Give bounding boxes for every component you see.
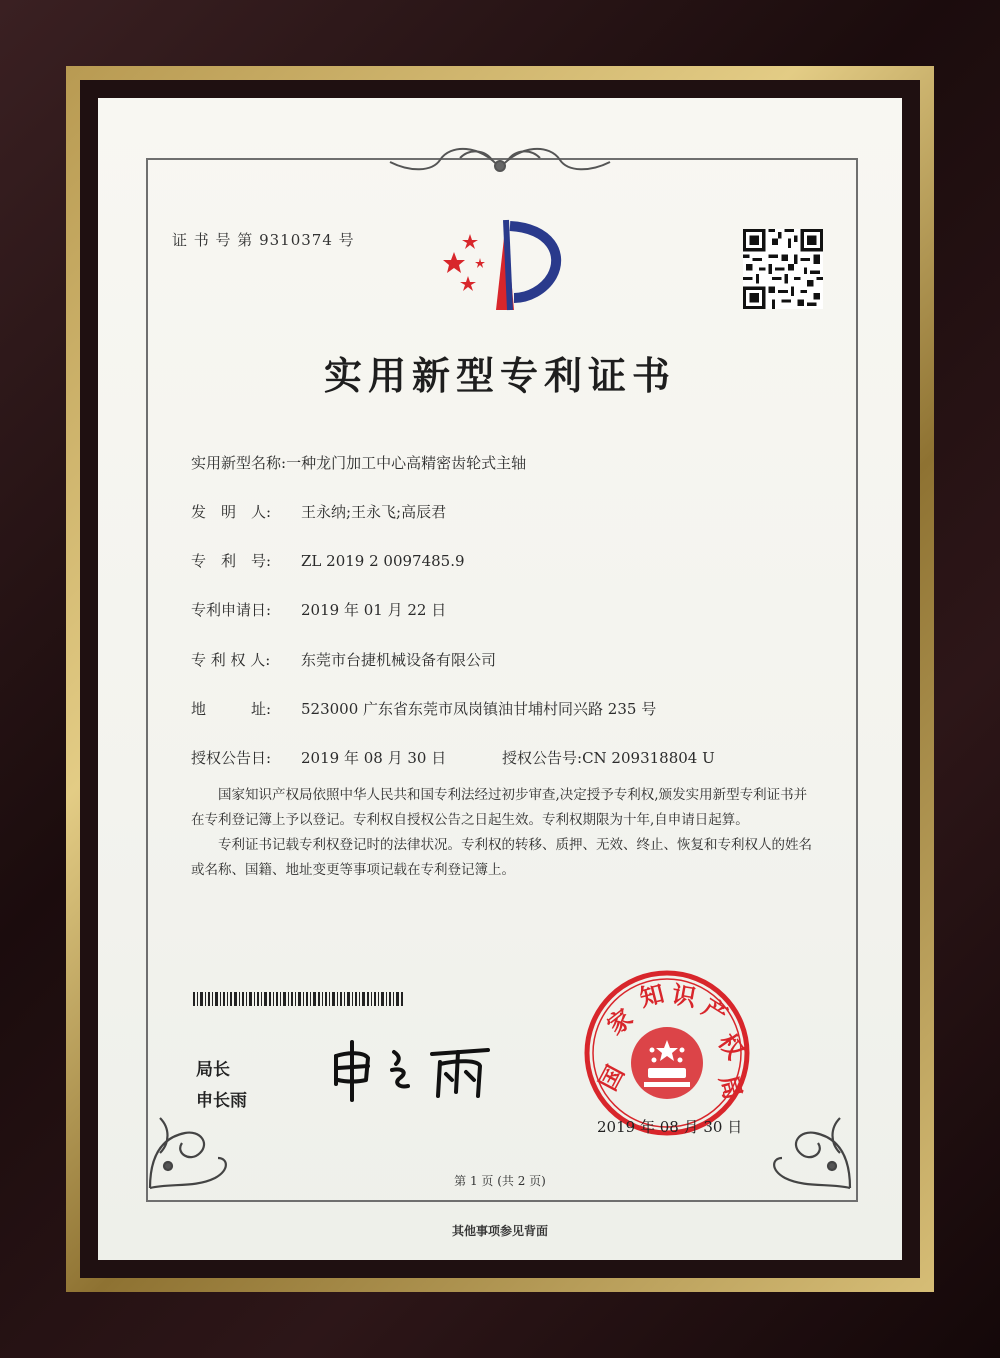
svg-text:家: 家 bbox=[601, 1003, 639, 1041]
svg-text:局: 局 bbox=[713, 1072, 748, 1103]
field-patent-number bbox=[191, 550, 465, 571]
page-number: 第 1 页 (共 2 页) bbox=[454, 1174, 546, 1188]
back-note: 其他事项参见背面 bbox=[451, 1224, 548, 1238]
field-label: 实用新型名称: bbox=[191, 454, 287, 472]
barcode-icon bbox=[193, 992, 403, 1006]
svg-text:国: 国 bbox=[594, 1060, 630, 1096]
field-value: 王永纳;王永飞;高辰君 bbox=[301, 503, 447, 521]
grant-statement bbox=[191, 783, 813, 883]
field-label: 授权公告日: bbox=[191, 749, 272, 767]
svg-text:知: 知 bbox=[636, 979, 668, 1013]
certificate-title: 实用新型专利证书 bbox=[323, 354, 676, 398]
field-address bbox=[191, 698, 656, 719]
field-application-date bbox=[191, 599, 446, 620]
field-value: 一种龙门加工中心高精密齿轮式主轴 bbox=[286, 454, 527, 472]
patent-office-emblem-icon bbox=[440, 214, 570, 314]
field-value: ZL 2019 2 0097485.9 bbox=[301, 552, 465, 570]
field-grant-date bbox=[191, 747, 446, 768]
field-grant-number bbox=[502, 747, 715, 768]
qr-code-icon bbox=[743, 229, 823, 309]
field-label: 发 明 人: bbox=[191, 503, 272, 521]
field-patentee bbox=[191, 649, 496, 670]
official-seal-icon bbox=[582, 968, 752, 1138]
svg-text:产: 产 bbox=[697, 993, 733, 1030]
director-name: 申长雨 bbox=[196, 1091, 247, 1111]
field-inventor bbox=[191, 501, 446, 522]
field-label: 专利申请日: bbox=[191, 601, 272, 619]
svg-text:权: 权 bbox=[712, 1028, 750, 1065]
svg-text:识: 识 bbox=[669, 980, 699, 1013]
legal-status-paragraph: 专利证书记载专利权登记时的法律状况。专利权的转移、质押、无效、终止、恢复和专利权人的姓名或名称、国籍、地址变更等事项记载在专利登记簿上。 bbox=[191, 837, 812, 878]
field-value: 东莞市台捷机械设备有限公司 bbox=[301, 651, 497, 669]
grant-paragraph: 国家知识产权局依照中华人民共和国专利法经过初步审查,决定授予专利权,颁发实用新型专利证书并在专利登记簿上予以登记。专利权自授权公告之日起生效。专利权期限为十年,自申请日起算。 bbox=[191, 787, 808, 828]
field-label: 专 利 号: bbox=[191, 552, 272, 570]
field-value: 523000 广东省东莞市凤岗镇油甘埔村同兴路 235 号 bbox=[301, 700, 657, 718]
field-value: CN 209318804 U bbox=[582, 749, 715, 767]
field-value: 2019 年 01 月 22 日 bbox=[301, 601, 447, 619]
seal-date: 2019 年 08 月 30 日 bbox=[597, 1118, 743, 1136]
field-label: 地 址: bbox=[191, 700, 272, 718]
certificate-number: 证 书 号 第 9310374 号 bbox=[172, 231, 355, 249]
field-label: 授权公告号: bbox=[502, 749, 583, 767]
field-value: 2019 年 08 月 30 日 bbox=[301, 749, 447, 767]
ornament-icon bbox=[380, 138, 620, 184]
director-title: 局长 bbox=[196, 1060, 230, 1080]
field-label: 专 利 权 人: bbox=[191, 651, 271, 669]
field-utility-model-name bbox=[191, 452, 526, 473]
signature-icon bbox=[328, 1034, 508, 1104]
